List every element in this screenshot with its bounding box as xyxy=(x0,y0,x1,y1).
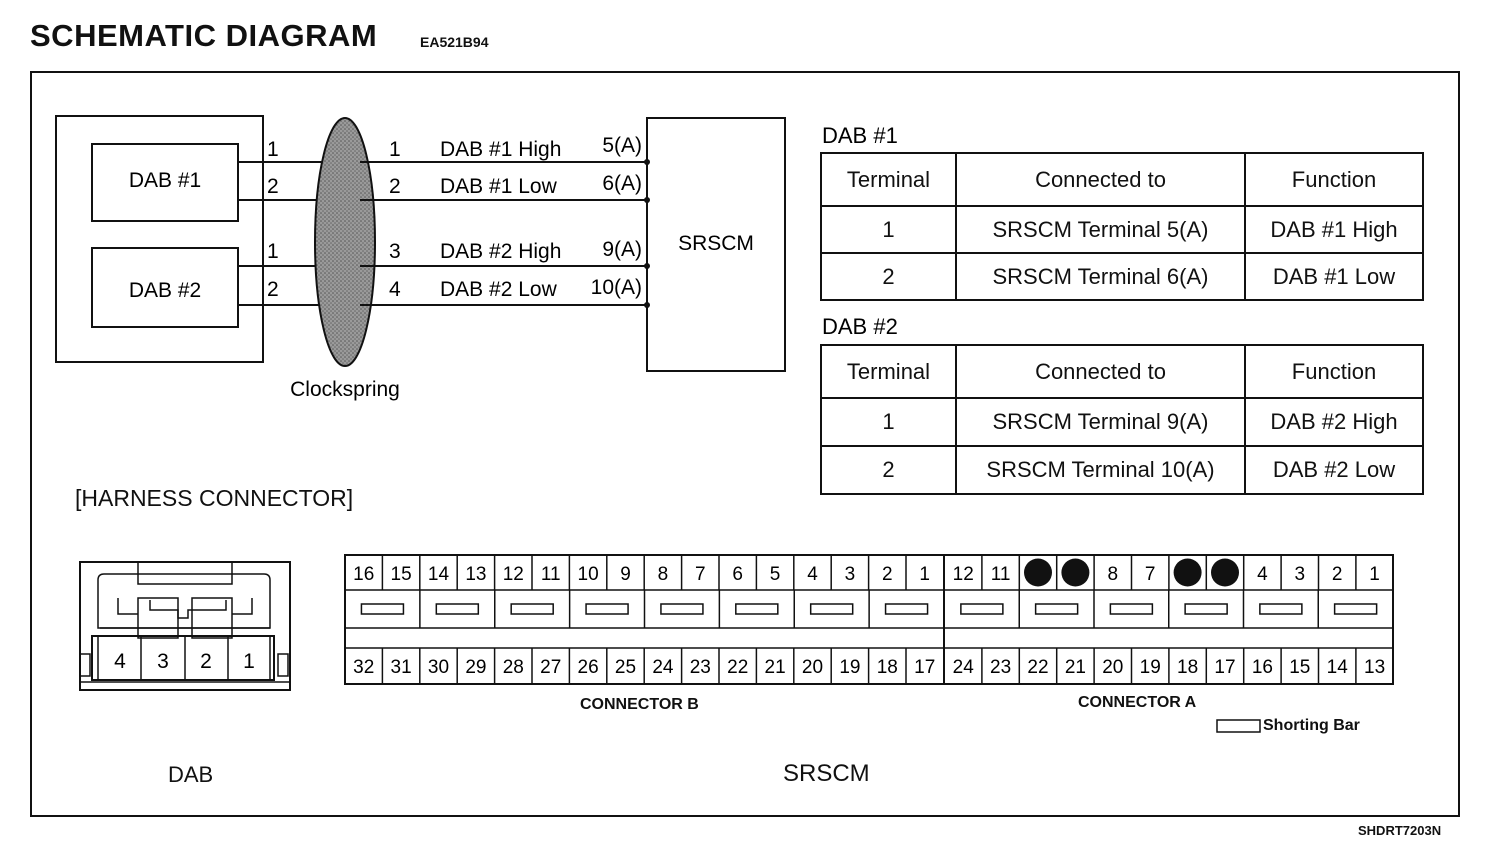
connector-b-shorting-bar xyxy=(811,604,853,614)
connector-a-bottom-pin-23: 23 xyxy=(990,657,1012,678)
wire-pin-1: 1 xyxy=(389,138,401,161)
connector-b-top-pin-3: 3 xyxy=(844,564,856,585)
wire-name-1: DAB #1 High xyxy=(440,138,562,161)
dab1-pin-1: 1 xyxy=(267,138,279,161)
connector-a-top-pin-1: 1 xyxy=(1369,564,1380,585)
connector-b-shorting-bar xyxy=(661,604,703,614)
connector-a-shorting-bar xyxy=(1260,604,1302,614)
table2-cell: 2 xyxy=(821,446,956,494)
connector-b-bottom-pin-26: 26 xyxy=(577,657,599,678)
dab-pin-3: 3 xyxy=(157,650,169,673)
connector-a-top-filled-pin-10 xyxy=(1024,559,1052,587)
dab-connector-drawing xyxy=(80,562,290,690)
connector-b-shorting-bar xyxy=(436,604,478,614)
connector-b-bottom-pin-24: 24 xyxy=(652,657,674,678)
table1-header-function: Function xyxy=(1245,153,1423,206)
connector-a-label: CONNECTOR A xyxy=(1078,694,1197,711)
connector-b-top-pin-5: 5 xyxy=(769,564,781,585)
dab2-pin-2: 2 xyxy=(267,278,279,301)
connector-b-top-pin-6: 6 xyxy=(732,564,743,585)
connector-b-bottom-pin-31: 31 xyxy=(390,657,412,678)
connector-a-bottom-pin-20: 20 xyxy=(1102,657,1124,678)
connector-b-shorting-bar xyxy=(886,604,928,614)
connector-a-top-pin-4: 4 xyxy=(1257,564,1268,585)
table1-title: DAB #1 xyxy=(822,123,898,148)
connector-a-top-pin-7: 7 xyxy=(1144,564,1156,585)
connector-a-bottom-pin-19: 19 xyxy=(1139,657,1161,678)
connector-b-bottom-pin-17: 17 xyxy=(914,657,936,678)
connector-b-shorting-bar xyxy=(361,604,403,614)
connector-a-bottom-pin-13: 13 xyxy=(1364,657,1386,678)
shorting-bar-legend-icon xyxy=(1217,720,1260,732)
connector-b-top-pin-12: 12 xyxy=(502,564,524,585)
connector-b-top-pin-9: 9 xyxy=(620,564,631,585)
connector-b-bottom-pin-27: 27 xyxy=(540,657,562,678)
dab-connector-label: DAB xyxy=(168,762,214,787)
table1-cell: DAB #1 Low xyxy=(1245,253,1423,300)
connector-b-top-pin-11: 11 xyxy=(540,564,561,585)
dab-pin-2: 2 xyxy=(200,650,212,673)
connector-b-bottom-pin-32: 32 xyxy=(353,657,375,678)
connector-a-bottom-pin-16: 16 xyxy=(1251,657,1273,678)
connector-a-shorting-bar xyxy=(1185,604,1227,614)
connector-b-top-pin-10: 10 xyxy=(577,564,599,585)
document-code: EA521B94 xyxy=(420,34,489,50)
connector-a-top-pin-11: 11 xyxy=(990,564,1011,585)
connector-a-shorting-bar xyxy=(961,604,1003,614)
connector-a-shorting-bar xyxy=(1335,604,1377,614)
wire-terminal-2: 6(A) xyxy=(602,172,642,195)
connector-a-bottom-pin-22: 22 xyxy=(1027,657,1049,678)
wire-name-3: DAB #2 High xyxy=(440,240,562,263)
connector-b-top-pin-8: 8 xyxy=(657,564,669,585)
connector-b-top-pin-1: 1 xyxy=(919,564,930,585)
srscm-connector-cells xyxy=(353,555,1385,684)
connector-b-bottom-pin-28: 28 xyxy=(502,657,524,678)
connector-a-bottom-pin-15: 15 xyxy=(1289,657,1311,678)
airbag-module-box xyxy=(56,116,263,362)
srscm-connector-label: SRSCM xyxy=(783,760,870,787)
dab2-terminal-table xyxy=(820,344,1424,495)
wire-name-4: DAB #2 Low xyxy=(440,278,557,301)
srscm-box-label: SRSCM xyxy=(678,232,754,255)
table1-cell: 2 xyxy=(821,253,956,300)
table1-cell: DAB #1 High xyxy=(1245,206,1423,253)
connector-b-bottom-pin-19: 19 xyxy=(839,657,861,678)
connector-b-bottom-pin-21: 21 xyxy=(764,657,786,678)
table1-cell: SRSCM Terminal 5(A) xyxy=(956,206,1245,253)
wire-pin-3: 3 xyxy=(389,240,401,263)
connector-a-top-filled-pin-6 xyxy=(1174,559,1202,587)
clockspring-shape xyxy=(315,118,375,366)
wire-pin-2: 2 xyxy=(389,175,401,198)
connector-a-bottom-pin-17: 17 xyxy=(1214,657,1236,678)
connector-b-bottom-pin-18: 18 xyxy=(876,657,898,678)
connector-b-bottom-pin-29: 29 xyxy=(465,657,487,678)
table1-header-connected: Connected to xyxy=(956,153,1245,206)
dab-pin-1: 1 xyxy=(243,650,255,673)
connector-b-top-pin-4: 4 xyxy=(807,564,818,585)
connector-b-top-pin-7: 7 xyxy=(695,564,706,585)
connector-b-shorting-bar xyxy=(736,604,778,614)
connector-b-bottom-pin-22: 22 xyxy=(727,657,749,678)
table2-cell: 1 xyxy=(821,398,956,446)
table1-cell: SRSCM Terminal 6(A) xyxy=(956,253,1245,300)
table2-header-function: Function xyxy=(1245,345,1423,398)
harness-connector-title: [HARNESS CONNECTOR] xyxy=(75,485,354,511)
connector-b-top-pin-16: 16 xyxy=(353,564,375,585)
table2-cell: DAB #2 Low xyxy=(1245,446,1423,494)
connector-b-shorting-bar xyxy=(511,604,553,614)
table2-title: DAB #2 xyxy=(822,314,898,339)
connector-a-shorting-bar xyxy=(1036,604,1078,614)
wire-pin-4: 4 xyxy=(389,278,401,301)
dab2-box-label: DAB #2 xyxy=(128,279,202,302)
connector-b-top-pin-2: 2 xyxy=(882,564,893,585)
table2-header-connected: Connected to xyxy=(956,345,1245,398)
connector-a-bottom-pin-18: 18 xyxy=(1177,657,1199,678)
connector-b-shorting-bar xyxy=(586,604,628,614)
table2-cell: SRSCM Terminal 9(A) xyxy=(956,398,1245,446)
table2-cell: DAB #2 High xyxy=(1245,398,1423,446)
connector-a-top-pin-3: 3 xyxy=(1294,564,1306,585)
connector-a-bottom-pin-21: 21 xyxy=(1064,657,1086,678)
connector-a-top-pin-2: 2 xyxy=(1331,564,1343,585)
table1-header-terminal: Terminal xyxy=(821,153,956,206)
connector-b-label: CONNECTOR B xyxy=(580,696,699,713)
connector-b-bottom-pin-30: 30 xyxy=(427,657,450,678)
connector-a-top-pin-12: 12 xyxy=(952,564,974,585)
connector-b-bottom-pin-20: 20 xyxy=(801,657,824,678)
connector-a-bottom-pin-24: 24 xyxy=(952,657,974,678)
wire-terminal-3: 9(A) xyxy=(602,238,642,261)
connector-b-top-pin-15: 15 xyxy=(390,564,412,585)
wire-terminal-4: 10(A) xyxy=(590,276,642,299)
wire-name-2: DAB #1 Low xyxy=(440,175,557,198)
shorting-bar-label: Shorting Bar xyxy=(1263,717,1360,734)
dab1-terminal-table xyxy=(820,152,1424,301)
connector-b-top-pin-14: 14 xyxy=(427,564,450,585)
table2-header-terminal: Terminal xyxy=(821,345,956,398)
connector-a-top-filled-pin-5 xyxy=(1211,559,1239,587)
dab-pin-4: 4 xyxy=(114,650,126,673)
connector-b-bottom-pin-25: 25 xyxy=(614,657,637,678)
connector-a-top-filled-pin-9 xyxy=(1061,559,1089,587)
clockspring-label: Clockspring xyxy=(290,378,400,401)
page-title: SCHEMATIC DIAGRAM xyxy=(30,18,378,53)
figure-code: SHDRT7203N xyxy=(1358,823,1442,838)
connector-a-shorting-bar xyxy=(1110,604,1152,614)
dab1-pin-2: 2 xyxy=(267,175,279,198)
connector-a-bottom-pin-14: 14 xyxy=(1326,657,1348,678)
dab2-pin-1: 1 xyxy=(267,240,279,263)
connector-a-top-pin-8: 8 xyxy=(1107,564,1119,585)
table2-cell: SRSCM Terminal 10(A) xyxy=(956,446,1245,494)
table1-cell: 1 xyxy=(821,206,956,253)
dab1-box-label: DAB #1 xyxy=(128,169,202,192)
connector-b-top-pin-13: 13 xyxy=(465,564,487,585)
wire-terminal-1: 5(A) xyxy=(602,134,642,157)
connector-b-bottom-pin-23: 23 xyxy=(689,657,711,678)
